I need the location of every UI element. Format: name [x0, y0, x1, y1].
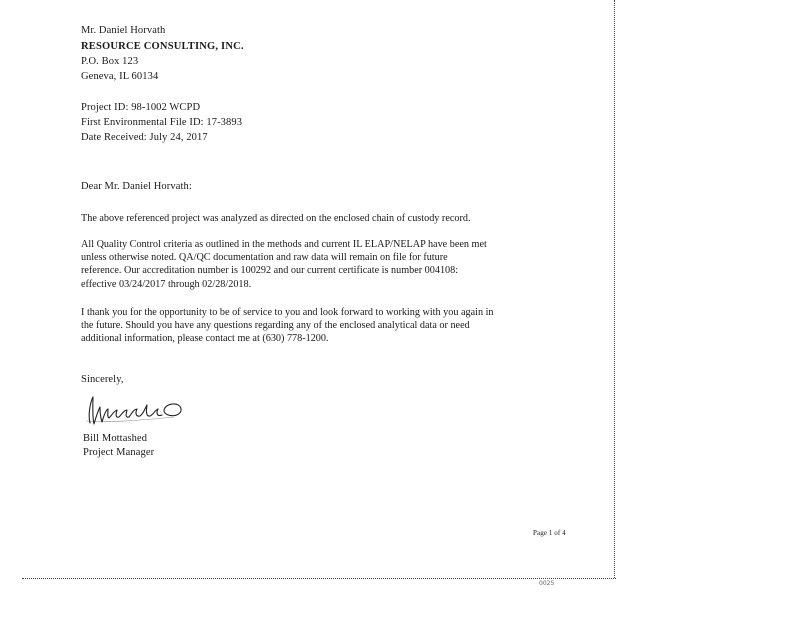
paragraph-line: effective 03/24/2017 through 02/28/2018. [81, 278, 252, 290]
paragraph-line: The above referenced project was analyzed as directed on the enclosed chain of custody record. [81, 213, 471, 224]
recipient-address-line2: Geneva, IL 60134 [81, 71, 159, 82]
environmental-file-id: First Environmental File ID: 17-3893 [81, 117, 243, 128]
project-id: Project ID: 98-1002 WCPD [81, 102, 201, 113]
page-border-bottom [22, 578, 616, 579]
recipient-address-line1: P.O. Box 123 [81, 56, 139, 67]
paragraph-line: unless otherwise noted. QA/QC documentation and raw data will remain on file for future [81, 252, 448, 264]
paragraph-line: All Quality Control criteria as outlined in the methods and current IL ELAP/NELAP have been met [81, 239, 487, 250]
handwritten-signature [84, 393, 188, 427]
page-number: Page 1 of 4 [533, 529, 566, 537]
signatory-title: Project Manager [83, 447, 155, 458]
body-paragraph-3 [81, 306, 557, 346]
page-border-right [614, 0, 615, 578]
paragraph-line: I thank you for the opportunity to be of service to you and look forward to working with you again in [81, 307, 494, 318]
paragraph-line: reference. Our accreditation number is 100292 and our current certificate is number 004108: [81, 265, 459, 277]
salutation: Dear Mr. Daniel Horvath: [81, 181, 192, 192]
recipient-company: RESOURCE CONSULTING, INC. [81, 41, 244, 52]
body-paragraph-1 [81, 212, 557, 225]
signatory-name: Bill Mottashed [83, 433, 148, 444]
recipient-name: Mr. Daniel Horvath [81, 25, 166, 36]
paragraph-line: additional information, please contact me at (630) 778-1200. [81, 333, 329, 345]
page-stamp: 0025 [539, 580, 555, 587]
paragraph-line: the future. Should you have any questions regarding any of the enclosed analytical data or need [81, 320, 470, 332]
date-received: Date Received: July 24, 2017 [81, 132, 208, 143]
body-paragraph-2 [81, 238, 557, 291]
closing: Sincerely, [81, 374, 124, 385]
